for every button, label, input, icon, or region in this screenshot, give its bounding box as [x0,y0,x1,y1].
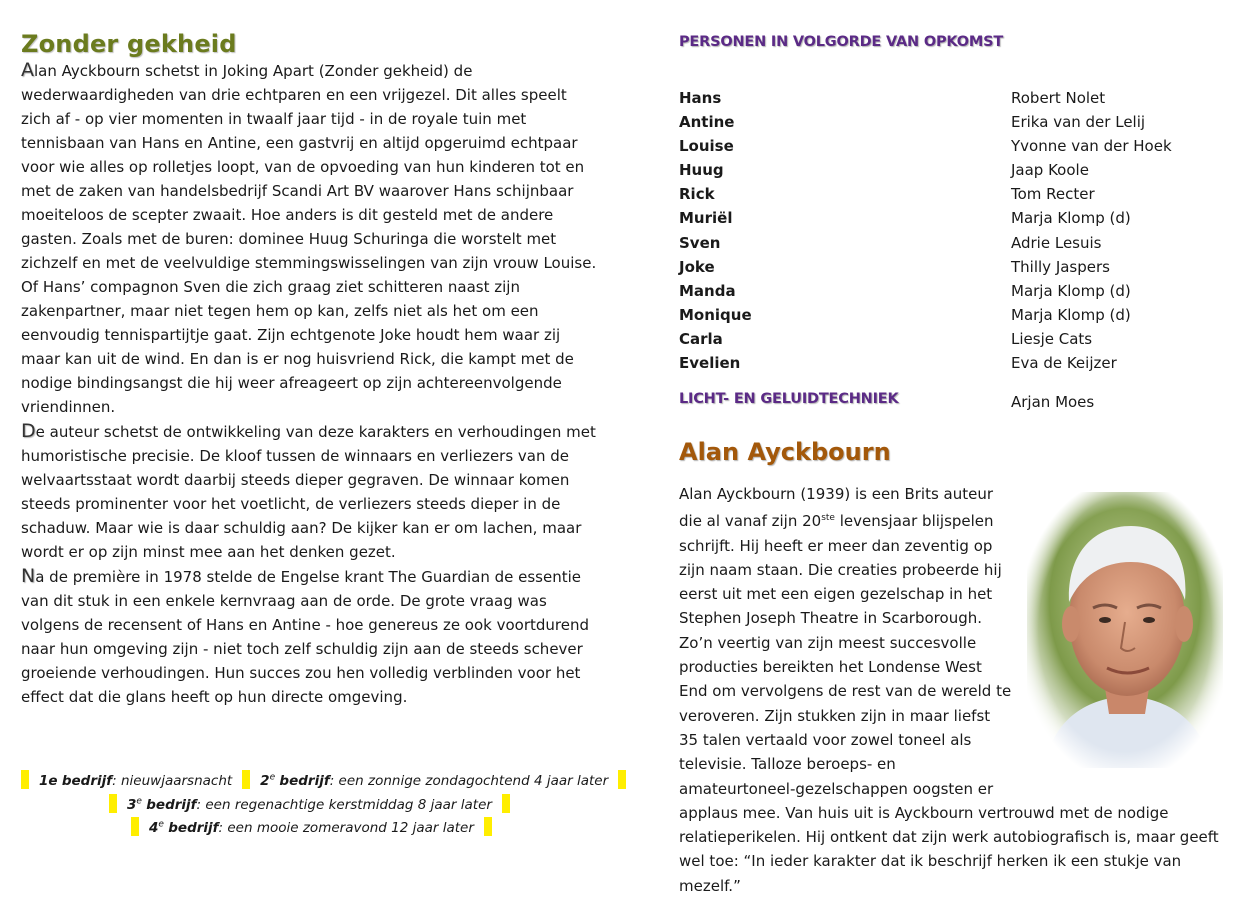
paragraph-text: a de première in 1978 stelde de Engelse krant The Guardian de essentie van dit stuk in een enkele kernvraag aan de orde. De grote vraag was volgens de recensent of Hans en Antine - hoe genereus ze ook voortdurend naar hun omgeving zijn - niet toch zelf schuldig zijn aan de steeds schever groeiende verhoudingen. Hun succes zou hen volledig verblinden voor het effect dat die glans heeft op hun directe omgeving. [21,568,590,706]
act-2-sup: e [269,772,276,783]
act-3-sup: e [136,796,142,807]
cast-row [679,303,1249,327]
cast-actor: Robert Nolet [1011,89,1106,107]
act-2-text: : een zonnige zondagochtend 4 jaar later [329,773,609,789]
cast-list [679,86,1249,375]
paragraph-text: lan Ayckbourn schetst in Joking Apart (Zonder gekheid) de wederwaardigheden van drie echtparen en een vrijgezel. Dit alles speelt zich af - op vier momenten in twaalf jaar tijd - in de royale tuin met tennisbaan van Hans en Antine, een gastvrij en altijd opgeruimd echtpaar voor wie alles op rolletjes loopt, van de opvoeding van hun kinderen tot en met de zaken van handelsbedrijf Scandi Art BV waarover Hans schijnbaar moeiteloos de scepter zwaait. Hoe anders is dit gesteld met de andere gasten. Zoals met de buren: dominee Huug Schuringa die worstelt met zichzelf en met de veelvuldige stemmingswisselingen van zijn vrouw Louise. Of Hans’ compagnon Sven die zich graag ziet schitteren naast zijn zakenpartner, maar niet tegen hem op kan, zelfs niet als het om een eenvoudig tennispartijtje gaat. Zijn echtgenote Joke houdt hem waar zij maar kan uit de wind. En dan is er nog huisvriend Rick, die kampt met de nodige bindingsangst die hij weer afreageert op zijn achtereenvolgende vriendinnen. [21,62,597,416]
bio-part-b: levensjaar blijspelen schrijft. Hij heeft er meer dan zeventig op zijn naam staan. Die creaties probeerde hij eerst uit met een eigen gezelschap in het Stephen Joseph Theatre in Scarborough. Zo’n veertig van zijn meest succesvolle producties bereikten het Londense West End om vervolgens de rest van de wereld te veroveren. Zijn stukken zijn in maar liefst 35 talen vertaald voor zowel toneel als televisie. Talloze beroeps- en amateurtoneel-gezelschappen oogsten er [679,512,1012,798]
cast-role: Rick [679,185,715,204]
cast-heading: PERSONEN IN VOLGORDE VAN OPKOMST [679,34,1004,50]
bio-text [679,482,1244,898]
cast-role: Muriël [679,209,733,228]
article-title: Zonder gekheid [21,30,237,58]
cast-actor: Jaap Koole [1011,161,1089,180]
acts-line-3 [131,817,492,836]
tech-heading: LICHT- EN GELUIDTECHNIEK [679,391,899,407]
highlight-bar [618,770,626,789]
tech-row [679,391,1249,415]
act-1-num: 1e [39,773,58,789]
bio-paragraph-wide: applaus mee. Van huis uit is Ayckbourn vertrouwd met de nodige relatieperikelen. Hij ontkent dat zijn werk autobiografisch is, maar geeft wel toe: “In ieder karakter dat ik beschrijf herken ik een stukje van mezelf.” [679,803,1219,895]
bio-title: Alan Ayckbourn [679,438,891,466]
paragraph-intro [21,58,601,419]
cast-row [679,327,1249,351]
cast-row [679,206,1249,230]
cast-row [679,279,1249,303]
highlight-bar [242,770,250,789]
left-column [21,30,601,709]
cast-actor: Tom Recter [1011,185,1095,204]
cast-role: Louise [679,137,734,156]
cast-row [679,158,1249,182]
cast-role: Monique [679,305,752,324]
acts-line-1 [21,770,626,789]
cast-actor: Liesje Cats [1011,329,1093,348]
cast-actor: Marja Klomp (d) [1011,281,1131,300]
cast-role: Huug [679,161,724,180]
bio-part-a: Alan Ayckbourn (1939) is een Brits auteur die al vanaf zijn 20 [679,485,994,531]
act-1-label: bedrijf [61,773,113,789]
highlight-bar [131,817,139,836]
cast-actor: Adrie Lesuis [1011,233,1102,252]
cast-actor: Yvonne van der Hoek [1011,137,1172,156]
act-3-text: : een regenachtige kerstmiddag 8 jaar later [196,797,492,813]
act-4-label: bedrijf [168,820,219,836]
bio-paragraph-narrow [679,482,1014,801]
act-3-label: bedrijf [146,797,197,813]
act-4-sup: e [158,819,164,830]
cast-actor: Erika van der Lelij [1011,113,1146,132]
cast-actor: Thilly Jaspers [1011,257,1110,276]
cast-row [679,182,1249,206]
act-2-label: bedrijf [279,773,330,789]
right-column [679,30,1249,895]
highlight-bar [109,794,117,813]
drop-letter: D [21,420,36,442]
drop-letter: N [21,565,36,587]
acts-line-2 [109,794,510,813]
cast-role: Antine [679,113,735,132]
cast-row [679,231,1249,255]
cast-role: Joke [679,257,715,276]
cast-row [679,86,1249,110]
act-3-num: 3 [127,797,137,813]
cast-row [679,134,1249,158]
cast-row [679,110,1249,134]
highlight-bar [21,770,29,789]
cast-actor: Marja Klomp (d) [1011,209,1131,228]
paragraph-premiere [21,564,601,709]
cast-actor: Eva de Keijzer [1011,354,1117,373]
drop-letter: A [21,59,34,81]
cast-role: Evelien [679,354,741,373]
cast-role: Hans [679,89,722,107]
highlight-bar [484,817,492,836]
act-4-num: 4 [149,820,159,836]
cast-role: Sven [679,233,721,252]
paragraph-development [21,419,601,564]
cast-role: Carla [679,329,723,348]
paragraph-text: e auteur schetst de ontwikkeling van deze karakters en verhoudingen met humoristische precisie. De kloof tussen de winnaars en verliezers van de welvaartsstaat wordt daarbij steeds dieper gegraven. De winnaar komen steeds prominenter voor het voetlicht, de verliezers steeds dieper in de schaduw. Maar wie is daar schuldig aan? De kijker kan er om lachen, maar wordt er op zijn minst mee aan het denken gezet. [21,423,596,561]
act-2-num: 2 [260,773,270,789]
highlight-bar [502,794,510,813]
cast-role: Manda [679,281,736,300]
act-1-text: : nieuwjaarsnacht [112,773,233,789]
tech-name: Arjan Moes [1011,393,1095,411]
bio-sup: ste [821,513,835,524]
cast-row [679,255,1249,279]
act-4-text: : een mooie zomeravond 12 jaar later [218,820,474,836]
cast-actor: Marja Klomp (d) [1011,305,1131,324]
cast-row [679,351,1249,375]
